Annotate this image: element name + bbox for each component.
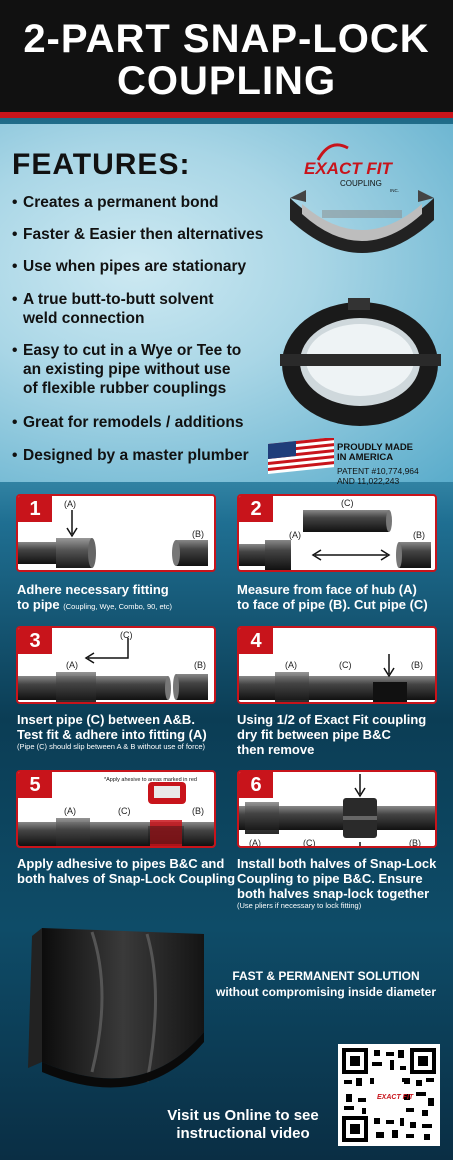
step-5-illustration bbox=[16, 770, 216, 848]
step-4-illustration bbox=[237, 626, 437, 704]
feature-item bbox=[12, 341, 241, 398]
label-a: (A) bbox=[249, 838, 261, 848]
qr-code[interactable] bbox=[338, 1044, 440, 1146]
label-b: (B) bbox=[413, 530, 425, 540]
feature-item bbox=[12, 257, 246, 276]
logo-brand: EXACT FIT bbox=[304, 159, 392, 178]
visit-line-1: Visit us Online to see bbox=[167, 1107, 319, 1124]
label-b: (B) bbox=[192, 529, 204, 539]
bullet: • bbox=[12, 258, 18, 275]
solution-line-1: FAST & PERMANENT SOLUTION bbox=[232, 969, 420, 983]
title-banner bbox=[0, 0, 453, 118]
step-3-note: (Pipe (C) should slip between A & B without use of force) bbox=[17, 742, 206, 751]
feature-text-line-2: an existing pipe without use bbox=[23, 361, 231, 378]
page-title bbox=[0, 0, 453, 102]
patent-info bbox=[337, 467, 419, 486]
visit-line-2: instructional video bbox=[176, 1125, 310, 1142]
step-5-caption-line-2: both halves of Snap-Lock Coupling bbox=[17, 871, 236, 886]
feature-text-line-1: A true butt-to-butt solvent bbox=[23, 291, 214, 308]
feature-item bbox=[12, 413, 244, 432]
patent-line-1: PATENT #10,774,964 bbox=[337, 466, 419, 476]
bullet: • bbox=[12, 447, 18, 464]
step-5-caption-line-1: Apply adhesive to pipes B&C and bbox=[17, 856, 225, 871]
feature-item bbox=[12, 225, 263, 244]
feature-text: Great for remodels / additions bbox=[23, 414, 244, 431]
label-b: (B) bbox=[409, 838, 421, 848]
step-2-caption-line-2: to face of pipe (B). Cut pipe (C) bbox=[237, 597, 428, 612]
label-c: (C) bbox=[339, 660, 352, 670]
bullet: • bbox=[12, 194, 18, 211]
step-6-caption bbox=[237, 856, 452, 910]
title-line-1: 2-PART SNAP-LOCK bbox=[23, 17, 430, 61]
feature-text-line-2: weld connection bbox=[23, 310, 145, 327]
step-4-caption bbox=[237, 712, 452, 757]
step-2-illustration bbox=[237, 494, 437, 572]
solution-line-2: without compromising inside diameter bbox=[215, 985, 437, 999]
feature-item bbox=[12, 446, 249, 465]
feature-item bbox=[12, 193, 219, 212]
label-a: (A) bbox=[285, 660, 297, 670]
label-a: (A) bbox=[64, 806, 76, 816]
features-title: FEATURES: bbox=[12, 148, 191, 181]
feature-text: Creates a permanent bond bbox=[23, 194, 219, 211]
step-1-caption-line-2: to pipe bbox=[17, 597, 60, 612]
step-3-illustration bbox=[16, 626, 216, 704]
step-1-caption-line-1: Adhere necessary fitting bbox=[17, 582, 169, 597]
step-5-caption bbox=[17, 856, 237, 886]
step-2-number: 2 bbox=[239, 496, 273, 522]
solution-text bbox=[200, 968, 452, 1000]
logo-inc: INC. bbox=[390, 188, 399, 193]
step-2-caption-line-1: Measure from face of hub (A) bbox=[237, 582, 417, 597]
step-6-caption-line-1: Install both halves of Snap-Lock bbox=[237, 856, 437, 871]
step-4-caption-line-2: dry fit between pipe B&C bbox=[237, 727, 391, 742]
bullet: • bbox=[12, 342, 18, 359]
step-6-illustration bbox=[237, 770, 437, 848]
qr-logo-text: EXACT FIT bbox=[377, 1094, 414, 1101]
bullet: • bbox=[12, 226, 18, 243]
coupling-full-image bbox=[278, 296, 443, 437]
feature-text-line-1: Easy to cut in a Wye or Tee to bbox=[23, 342, 242, 359]
label-a: (A) bbox=[66, 660, 78, 670]
large-coupling-half-image bbox=[22, 922, 212, 1111]
logo-sub: COUPLING bbox=[340, 179, 382, 188]
label-b: (B) bbox=[192, 806, 204, 816]
step-6-caption-line-2: Coupling to pipe B&C. Ensure bbox=[237, 871, 423, 886]
visit-text bbox=[148, 1107, 338, 1143]
adhesive-note: *Apply ahesive to areas marked in red bbox=[104, 777, 197, 783]
step-4-caption-line-3: then remove bbox=[237, 742, 315, 757]
label-c: (C) bbox=[120, 630, 133, 640]
step-4-caption-line-1: Using 1/2 of Exact Fit coupling bbox=[237, 712, 427, 727]
step-1-number: 1 bbox=[18, 496, 52, 522]
coupling-half-image bbox=[282, 186, 442, 291]
patent-line-2: AND 11,022,243 bbox=[337, 475, 400, 486]
label-a: (A) bbox=[64, 499, 76, 509]
step-2-caption bbox=[237, 582, 452, 612]
feature-item bbox=[12, 290, 214, 328]
step-6-number: 6 bbox=[239, 772, 273, 798]
made-in-line-1: PROUDLY MADE bbox=[337, 442, 414, 453]
feature-text-line-3: of flexible rubber couplings bbox=[23, 380, 227, 397]
step-6-note: (Use pliers if necessary to lock fitting) bbox=[237, 901, 362, 910]
step-3-caption bbox=[17, 712, 237, 751]
feature-text: Faster & Easier then alternatives bbox=[23, 226, 264, 243]
step-1-illustration bbox=[16, 494, 216, 572]
step-1-caption bbox=[17, 582, 227, 614]
feature-text: Designed by a master plumber bbox=[23, 447, 249, 464]
label-c: (C) bbox=[303, 838, 316, 848]
step-6-caption-line-3: both halves snap-lock together bbox=[237, 886, 430, 901]
label-c: (C) bbox=[118, 806, 131, 816]
made-in-line-2: IN AMERICA bbox=[337, 452, 394, 463]
bullet: • bbox=[12, 414, 18, 431]
step-3-caption-line-1: Insert pipe (C) between A&B. bbox=[17, 712, 195, 727]
label-b: (B) bbox=[411, 660, 423, 670]
made-in-america bbox=[337, 443, 413, 463]
label-b: (B) bbox=[194, 660, 206, 670]
step-3-caption-line-2: Test fit & adhere into fitting (A) bbox=[17, 727, 207, 742]
label-c: (C) bbox=[341, 498, 354, 508]
step-3-number: 3 bbox=[18, 628, 52, 654]
title-line-2: COUPLING bbox=[116, 59, 337, 103]
feature-text: Use when pipes are stationary bbox=[23, 258, 247, 275]
step-5-number: 5 bbox=[18, 772, 52, 798]
label-a: (A) bbox=[289, 530, 301, 540]
step-4-number: 4 bbox=[239, 628, 273, 654]
step-1-small-note: (Coupling, Wye, Combo, 90, etc) bbox=[63, 602, 172, 611]
bullet: • bbox=[12, 291, 18, 308]
